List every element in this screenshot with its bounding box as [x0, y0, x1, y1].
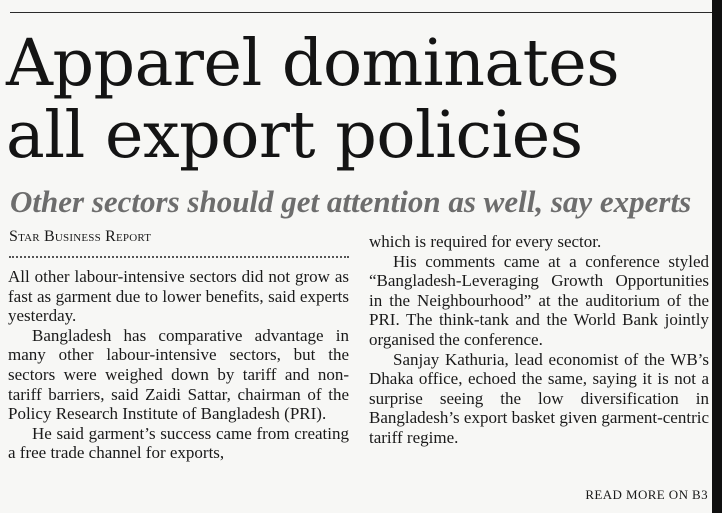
paragraph: Sanjay Kathuria, lead economist of the WB’s Dhaka office, echoed the same, saying it is not a surprise seeing the low diversification in Bangladesh’s export basket given garment-centric tariff regime. [369, 349, 709, 447]
article-column-right [369, 232, 709, 448]
headline: Apparel dominates all export policies [6, 26, 620, 173]
top-rule [10, 12, 722, 13]
paragraph: He said garment’s success came from creating a free trade channel for exports, [8, 423, 349, 463]
read-more-link[interactable]: READ MORE ON B3 [585, 487, 708, 502]
paragraph: Bangladesh has comparative advantage in many other labour-intensive sectors, but the sectors were weighed down by tariff and non-tariff barriers, said Zaidi Sattar, chairman of the Policy Research Institute of Bangladesh (PRI). [8, 325, 349, 424]
paragraph: His comments came at a conference styled “Bangladesh-Leveraging Growth Opportunities in the Neighbourhood” at the auditorium of the PRI. The think-tank and the World Bank jointly organised the conference. [369, 251, 709, 349]
byline-divider [9, 256, 349, 258]
byline: Star Business Report [9, 228, 152, 245]
paragraph: which is required for every sector. [369, 232, 602, 251]
subheadline: Other sectors should get attention as well, say experts [10, 184, 692, 219]
paragraph: All other labour-intensive sectors did not grow as fast as garment due to lower benefits, said experts yesterday. [8, 267, 349, 326]
article-column-left [8, 267, 349, 463]
